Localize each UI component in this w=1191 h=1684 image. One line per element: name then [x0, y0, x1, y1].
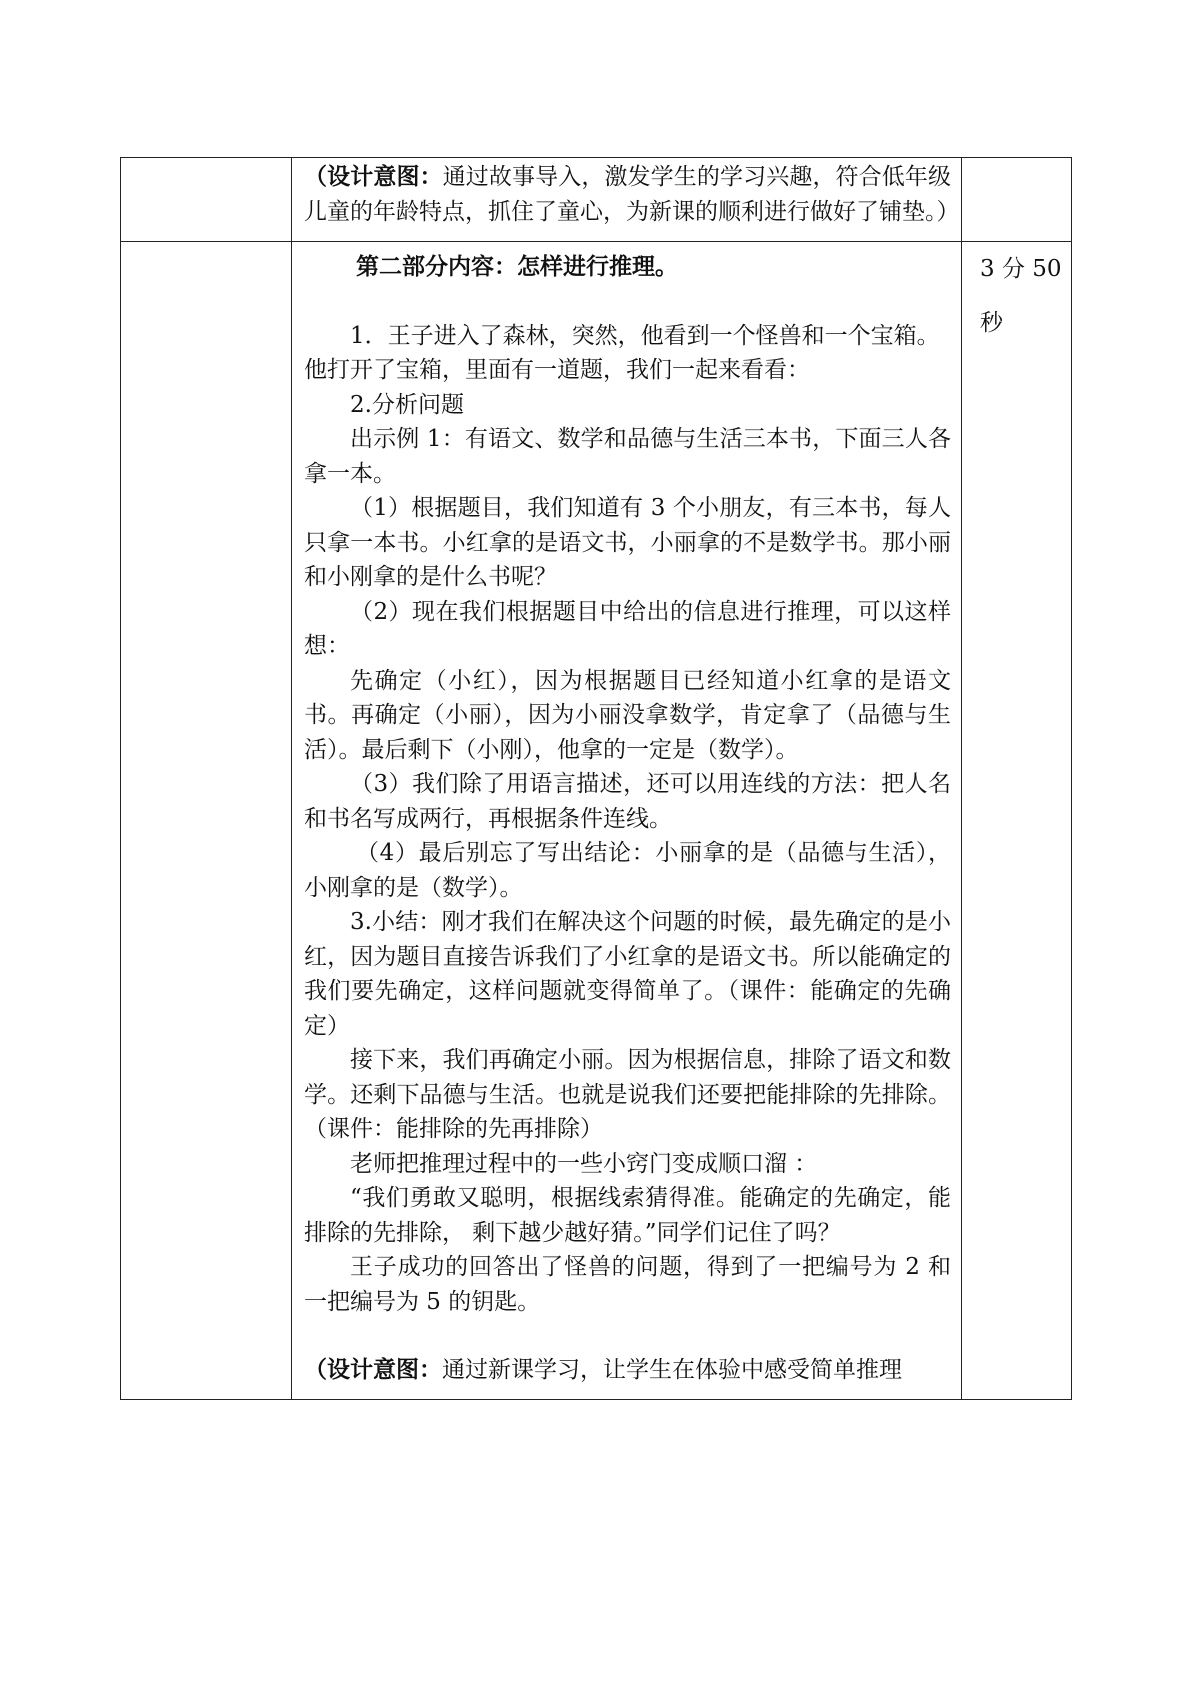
- content-cell: [292, 242, 962, 1400]
- paragraph: 王子成功的回答出了怪兽的问题，得到了一把编号为 2 和一把编号为 5 的钥匙。: [304, 1254, 951, 1315]
- design-intent-label: （设计意图：: [304, 163, 443, 190]
- spacer: [304, 1319, 951, 1353]
- design-intent-paragraph: [304, 1353, 951, 1388]
- paragraph: （3）我们除了用语言描述，还可以用连线的方法：把人名和书名写成两行，再根据条件连线。: [304, 771, 951, 832]
- paragraph: 先确定（小红），因为根据题目已经知道小红拿的是语文书。再确定（小丽），因为小丽没拿数学，肯定拿了（品德与生活）。最后剩下（小刚），他拿的一定是（数学）。: [304, 667, 951, 763]
- paragraph: 出示例 1：有语文、数学和品德与生活三本书，下面三人各拿一本。: [304, 426, 951, 487]
- design-intent-label: （设计意图：: [304, 1356, 442, 1383]
- content-cell: [292, 158, 962, 242]
- paragraph: （2）现在我们根据题目中给出的信息进行推理，可以这样想：: [304, 598, 951, 659]
- table-row: [121, 158, 1072, 242]
- paragraph: （1）根据题目，我们知道有 3 个小朋友，有三本书，每人只拿一本书。小红拿的是语文书，小丽拿的不是数学书。那小丽和小刚拿的是什么书呢？: [304, 495, 951, 590]
- time-cell: [962, 158, 1072, 242]
- spacer: [304, 285, 951, 319]
- duration-value: 3 分 50: [980, 256, 1062, 282]
- paragraph: “我们勇敢又聪明，根据线索猜得准。能确定的先确定，能排除的先排除， 剩下越少越好猜。”同学们记住了吗？: [304, 1185, 951, 1246]
- blank-cell: [121, 158, 292, 242]
- paragraph: 1．王子进入了森林，突然，他看到一个怪兽和一个宝箱。: [350, 322, 940, 349]
- paragraph: 他打开了宝箱，里面有一道题，我们一起来看看：: [304, 357, 810, 383]
- design-intent-text: 通过新课学习，让学生在体验中感受简单推理: [442, 1357, 902, 1383]
- paragraph: 3.小结：刚才我们在解决这个问题的时候，最先确定的是小红，因为题目直接告诉我们了小红拿的是语文书。所以能确定的我们要先确定，这样问题就变得简单了。（课件：能确定的先确定）: [304, 909, 951, 1039]
- table-row: [121, 242, 1072, 1400]
- lesson-plan-table: [120, 157, 1072, 1400]
- design-intent-text: 通过故事导入，激发学生的学习兴趣，符合低年级儿童的年龄特点，抓住了童心，为新课的顺利进行做好了铺垫。）: [304, 164, 960, 225]
- design-intent-paragraph: [304, 160, 960, 229]
- paragraph: （4）最后别忘了写出结论：小丽拿的是（品德与生活），小刚拿的是（数学）。: [304, 840, 951, 901]
- paragraph: 接下来，我们再确定小丽。因为根据信息，排除了语文和数学。还剩下品德与生活。也就是说我们还要把能排除的先排除。（课件：能排除的先再排除）: [304, 1047, 951, 1142]
- paragraph: 老师把推理过程中的一些小窍门变成顺口溜 ：: [350, 1150, 818, 1177]
- time-cell: [962, 242, 1072, 1400]
- section-heading: 第二部分内容：怎样进行推理。: [356, 253, 678, 280]
- paragraph: 2.分析问题: [350, 391, 464, 418]
- duration-unit: 秒: [980, 310, 1003, 336]
- blank-cell: [121, 242, 292, 1400]
